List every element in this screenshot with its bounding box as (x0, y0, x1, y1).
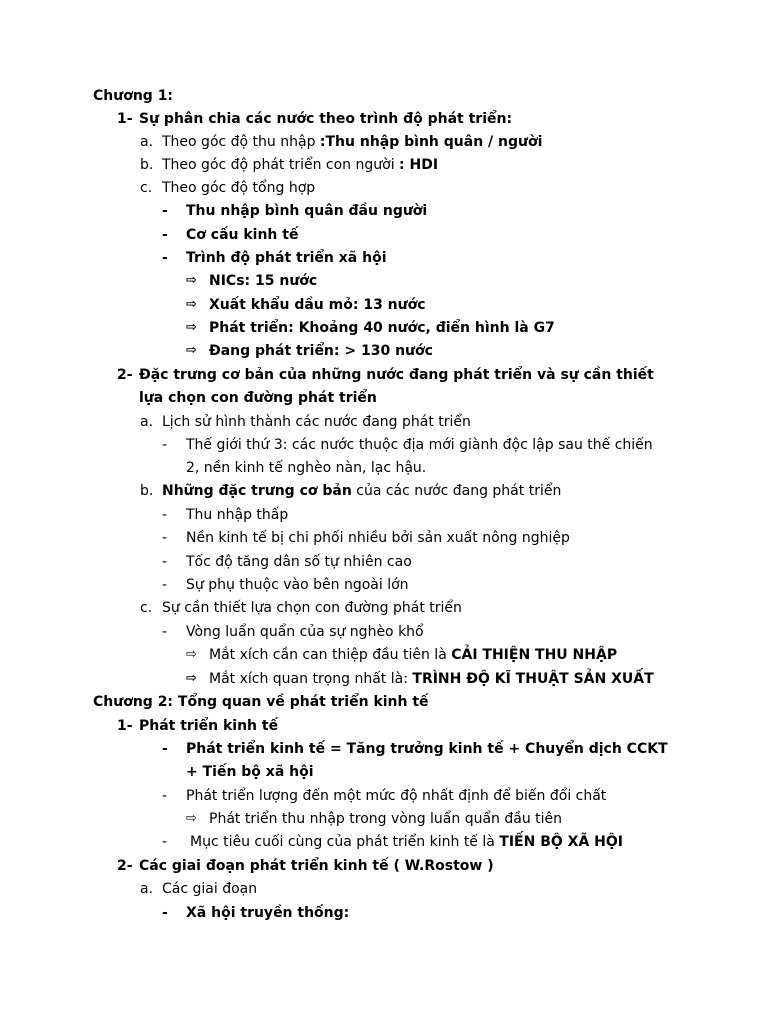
list-marker: a. (140, 134, 154, 150)
list-item-text: Lịch sử hình thành các nước đang phát triển (162, 414, 471, 430)
bullet-text: Tốc độ tăng dân số tự nhiên cao (186, 554, 412, 570)
section-title: Sự phân chia các nước theo trình độ phát triển: (139, 111, 513, 127)
bullet-text: Thu nhập bình quân đầu người (186, 203, 428, 219)
dash-marker: - (162, 203, 168, 219)
bold-text: TIẾN BỘ XÃ HỘI (499, 834, 623, 850)
list-marker: b. (140, 157, 154, 173)
list-marker: 2- (117, 367, 133, 383)
bullet-text (190, 832, 623, 852)
list-item-text (162, 155, 438, 175)
arrow-icon: ⇨ (186, 811, 197, 826)
arrow-icon: ⇨ (186, 320, 197, 335)
chapter-1-title: Chương 1: (93, 88, 174, 104)
list-marker: a. (140, 881, 154, 897)
bold-text: : HDI (399, 157, 439, 173)
dash-marker: - (162, 834, 168, 850)
list-item-text: Theo góc độ tổng hợp (162, 180, 316, 196)
bold-text: TRÌNH ĐỘ KĨ THUẬT SẢN XUẤT (412, 671, 654, 687)
arrow-icon: ⇨ (186, 647, 197, 662)
list-item-text (162, 481, 561, 501)
arrow-text: NICs: 15 nước (209, 273, 318, 289)
arrow-icon: ⇨ (186, 343, 197, 358)
section-title-line-1: Đặc trưng cơ bản của những nước đang phát triển và sự cần thiết (139, 367, 654, 383)
plain-text: của các nước đang phát triển (351, 483, 562, 499)
bullet-text: Nền kinh tế bị chi phối nhiều bởi sản xuất nông nghiệp (186, 530, 570, 546)
arrow-text: Phát triển thu nhập trong vòng luẩn quẩn đầu tiên (209, 811, 563, 827)
dash-marker: - (162, 741, 168, 757)
arrow-icon: ⇨ (186, 273, 197, 288)
dash-marker: - (162, 554, 168, 570)
bullet-text-line-2: 2, nền kinh tế nghèo nàn, lạc hậu. (186, 460, 427, 476)
section-title: Các giai đoạn phát triển kinh tế ( W.Rostow ) (139, 858, 494, 874)
bullet-text: Thu nhập thấp (186, 507, 289, 523)
dash-marker: - (162, 507, 168, 523)
bullet-text-line-1: Phát triển kinh tế = Tăng trưởng kinh tế + Chuyển dịch CCKT (186, 741, 668, 757)
bold-text: CẢI THIỆN THU NHẬP (451, 647, 618, 663)
arrow-text: Phát triển: Khoảng 40 nước, điển hình là G7 (209, 320, 555, 336)
list-marker: c. (140, 600, 153, 616)
bold-text: :Thu nhập bình quân / người (319, 134, 543, 150)
arrow-icon: ⇨ (186, 297, 197, 312)
chapter-2-title: Chương 2: Tổng quan về phát triển kinh tế (93, 694, 429, 710)
plain-text: Mục tiêu cuối cùng của phát triển kinh tế là (190, 834, 500, 850)
plain-text: Mắt xích quan trọng nhất là: (209, 671, 413, 687)
plain-text: Mắt xích cần can thiệp đầu tiên là (209, 647, 452, 663)
bullet-text: Xã hội truyền thống: (186, 905, 350, 921)
list-marker: 2- (117, 858, 133, 874)
list-item-text: Các giai đoạn (162, 881, 258, 897)
list-item-text (162, 132, 542, 152)
plain-text: Theo góc độ phát triển con người (162, 157, 400, 173)
dash-marker: - (162, 250, 168, 266)
arrow-text: Xuất khẩu dầu mỏ: 13 nước (209, 297, 426, 313)
list-marker: 1- (117, 718, 133, 734)
dash-marker: - (162, 227, 168, 243)
dash-marker: - (162, 530, 168, 546)
arrow-icon: ⇨ (186, 671, 197, 686)
bullet-text: Sự phụ thuộc vào bên ngoài lớn (186, 577, 409, 593)
list-marker: 1- (117, 111, 133, 127)
dash-marker: - (162, 788, 168, 804)
list-marker: c. (140, 180, 153, 196)
bullet-text-line-1: Thế giới thứ 3: các nước thuộc địa mới giành độc lập sau thế chiến (186, 437, 653, 453)
arrow-text (209, 645, 617, 665)
arrow-text: Đang phát triển: > 130 nước (209, 343, 433, 359)
dash-marker: - (162, 624, 168, 640)
bold-text: Những đặc trưng cơ bản (162, 483, 352, 499)
list-marker: b. (140, 483, 154, 499)
bullet-text: Vòng luẩn quẩn của sự nghèo khổ (186, 624, 424, 640)
bullet-text: Cơ cấu kinh tế (186, 227, 299, 243)
list-marker: a. (140, 414, 154, 430)
section-title: Phát triển kinh tế (139, 718, 279, 734)
bullet-text: Phát triển lượng đến một mức độ nhất định để biến đổi chất (186, 788, 607, 804)
list-item-text: Sự cần thiết lựa chọn con đường phát triển (162, 600, 462, 616)
arrow-text (209, 669, 654, 689)
dash-marker: - (162, 437, 168, 453)
plain-text: Theo góc độ thu nhập (162, 134, 320, 150)
dash-marker: - (162, 577, 168, 593)
bullet-text: Trình độ phát triển xã hội (186, 250, 387, 266)
section-title-line-2: lựa chọn con đường phát triển (139, 390, 377, 406)
bullet-text-line-2: + Tiến bộ xã hội (186, 764, 314, 780)
dash-marker: - (162, 905, 168, 921)
